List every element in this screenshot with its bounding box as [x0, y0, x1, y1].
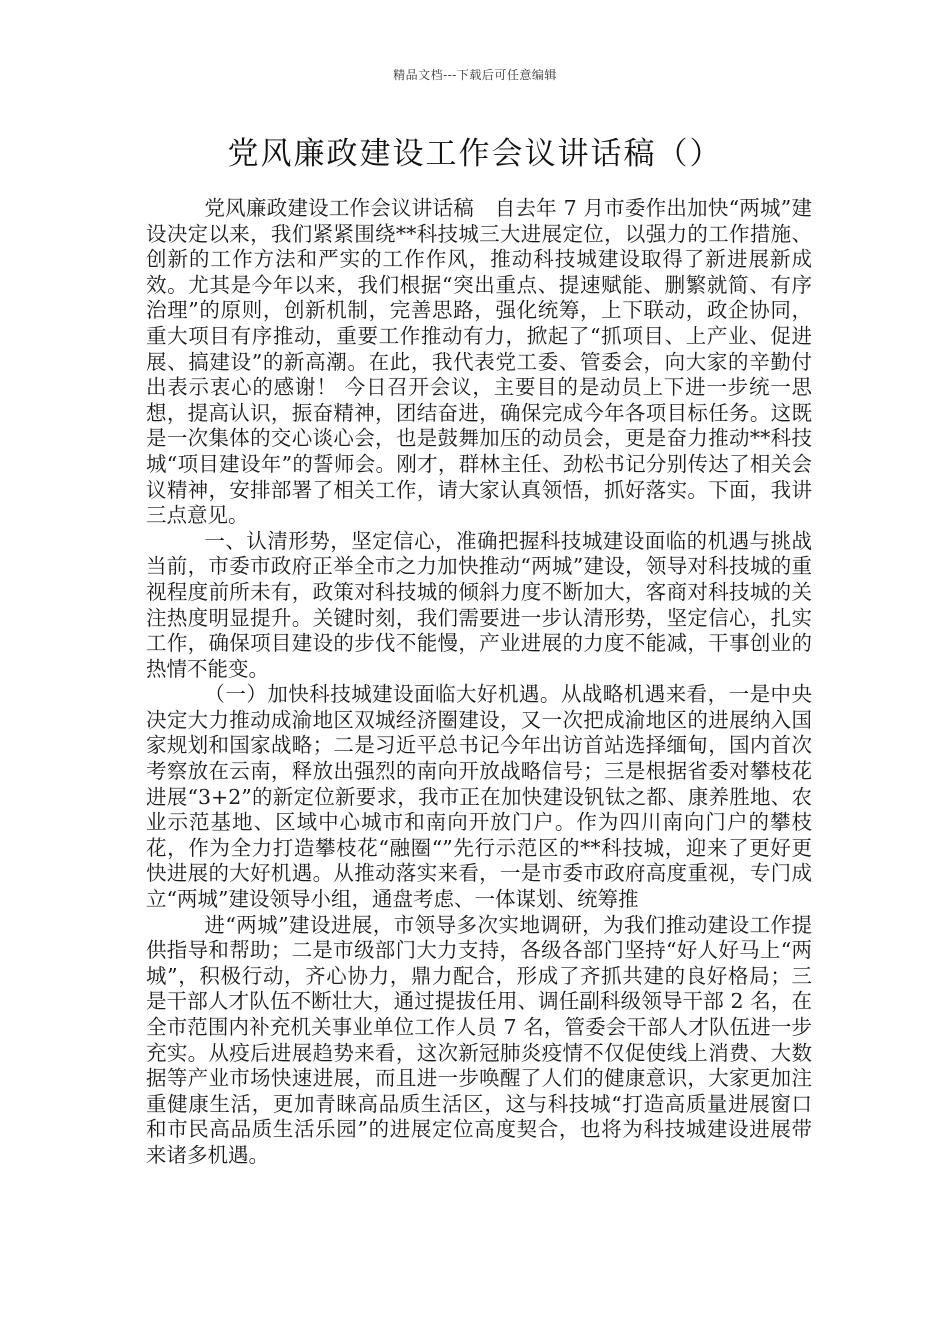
paragraph-3: （一）加快科技城建设面临大好机遇。从战略机遇来看，一是中央决定大力推动成渝地区双城经济圈建设，又一次把成渝地区的进展纳入国家规划和国家战略；二是习近平总书记今年出访首站选择缅甸，国内首次考察放在云南，释放出强烈的南向开放战略信号；三是根据省委对攀枝花进展“3+2”的新定位新要求，我市正在加快建设钒钛之都、康养胜地、农业示范基地、区域中心城市和南向开放门户。作为四川南向门户的攀枝花，作为全力打造攀枝花“融圈“”先行示范区的**科技城，迎来了更好更快进展的大好机遇。从推动落实来看，一是市委市政府高度重视，专门成立“两城”建设领导小组，通盘考虑、一体谋划、统筹推: [146, 682, 812, 912]
paragraph-1: 党风廉政建设工作会议讲话稿 自去年 7 月市委作出加快“两城”建设决定以来，我们紧紧围绕**科技城三大进展定位，以强力的工作措施、创新的工作方法和严实的工作作风，推动科技城建设取得了新进展新成效。尤其是今年以来，我们根据“突出重点、提速赋能、删繁就简、有序治理”的原则，创新机制，完善思路，强化统筹，上下联动，政企协同，重大项目有序推动，重要工作推动有力，掀起了“抓项目、上产业、促进展、搞建设”的新高潮。在此，我代表党工委、管委会，向大家的辛勤付出表示衷心的感谢！ 今日召开会议，主要目的是动员上下进一步统一思想，提高认识，振奋精神，团结奋进，确保完成今年各项目标任务。这既是一次集体的交心谈心会，也是鼓舞加压的动员会，更是奋力推动**科技城“项目建设年”的誓师会。刚才，群林主任、劲松书记分别传达了相关会议精神，安排部署了相关工作，请大家认真领悟，抓好落实。下面，我讲三点意见。: [146, 196, 812, 528]
paragraph-2: 一、认清形势，坚定信心，准确把握科技城建设面临的机遇与挑战 当前，市委市政府正举全市之力加快推动“两城”建设，领导对科技城的重视程度前所未有，政策对科技城的倾斜力度不断加大，客商对科技城的关注热度明显提升。关键时刻，我们需要进一步认清形势，坚定信心，扎实工作，确保项目建设的步伐不能慢，产业进展的力度不能减，干事创业的热情不能变。: [146, 528, 812, 681]
document-body: [146, 196, 812, 1169]
document-title: 党风廉政建设工作会议讲话稿（）: [227, 136, 723, 172]
paragraph-4: 进“两城”建设进展，市领导多次实地调研，为我们推动建设工作提供指导和帮助；二是市级部门大力支持，各级各部门坚持“好人好马上“两城”，积极行动，齐心协力，鼎力配合，形成了齐抓共建的良好格局；三是干部人才队伍不断壮大，通过提拔任用、调任副科级领导干部 2 名，在全市范围内补充机关事业单位工作人员 7 名，管委会干部人才队伍进一步充实。从疫后进展趋势来看，这次新冠肺炎疫情不仅促使线上消费、大数据等产业市场快速进展，而且进一步唤醒了人们的健康意识，大家更加注重健康生活，更加青睐高品质生活区，这与科技城“打造高质量进展窗口和市民高品质生活乐园”的进展定位高度契合，也将为科技城建设进展带来诸多机遇。: [146, 912, 812, 1167]
header-note: 精品文档---下载后可任意编辑: [393, 68, 557, 82]
